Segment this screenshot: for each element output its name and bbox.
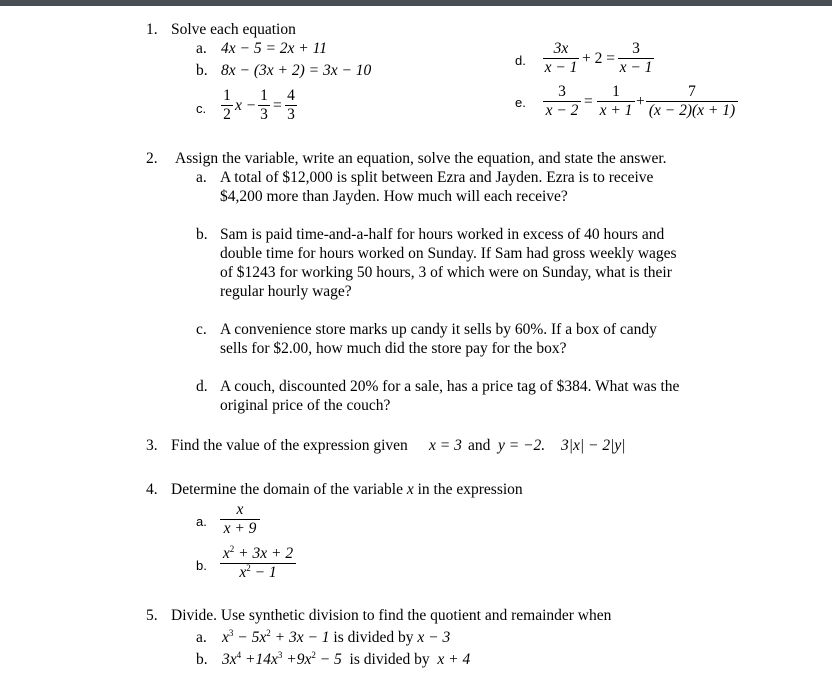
q1c-f3-numerator: 4 bbox=[287, 87, 295, 104]
q1c-fraction-2 bbox=[258, 88, 270, 123]
q1-number: 1. bbox=[146, 21, 158, 38]
q2c-line-2: sells for $2.00, how much did the store pay for the box? bbox=[220, 340, 567, 357]
q1e-f1-numerator: 3 bbox=[558, 83, 566, 100]
q2b-label: b. bbox=[196, 226, 208, 243]
q4b-numerator: $x^2 + 3x + 2$ bbox=[222, 544, 294, 562]
q1c-fraction-3 bbox=[285, 88, 297, 123]
q1c-f2-numerator: 1 bbox=[260, 87, 268, 104]
top-window-bar bbox=[0, 0, 832, 6]
q3-given-x: x = 3 bbox=[429, 437, 462, 454]
q1c-f3-denominator: 3 bbox=[287, 106, 295, 123]
q2-number: 2. bbox=[146, 150, 158, 167]
q3-prompt: Find the value of the expression given bbox=[171, 437, 408, 454]
q2a-line-2: $4,200 more than Jayden. How much will each receive? bbox=[220, 188, 568, 205]
q1d-fraction-1 bbox=[543, 41, 579, 76]
q4-number: 4. bbox=[146, 481, 158, 498]
q4b-label: b. bbox=[196, 558, 207, 573]
q1e-fraction-1 bbox=[543, 84, 581, 119]
q1c-middle: x − bbox=[235, 97, 257, 114]
q4a-fraction bbox=[220, 502, 260, 537]
q1d-f2-denominator: x − 1 bbox=[619, 59, 653, 76]
q4a-numerator: x bbox=[236, 501, 244, 518]
q1e-f2-numerator: 1 bbox=[612, 83, 620, 100]
q5b-expression: $3x^4 +14x^3 +9x^2 - 5$ is divided by x + 4 bbox=[222, 650, 471, 668]
q3-number: 3. bbox=[146, 437, 158, 454]
q4-variable: x bbox=[406, 481, 414, 498]
q1d-f2-numerator: 3 bbox=[632, 40, 640, 57]
q1e-fraction-2 bbox=[597, 84, 635, 119]
q4b-denominator: $x^2 - 1$ bbox=[239, 563, 277, 581]
q1-prompt: Solve each equation bbox=[171, 21, 296, 38]
q2b-line-4: regular hourly wage? bbox=[220, 283, 352, 300]
q1c-fraction-1 bbox=[221, 88, 233, 123]
q1c-equals: = bbox=[273, 97, 282, 114]
q1e-f3-numerator: 7 bbox=[688, 83, 696, 100]
q2b-line-2: double time for hours worked on Sunday. If Sam had gross weekly wages bbox=[220, 245, 677, 262]
q1c-label: c. bbox=[196, 101, 207, 116]
q2d-line-2: original price of the couch? bbox=[220, 397, 391, 414]
q1e-fraction-3 bbox=[646, 84, 738, 119]
q1e-plus: + bbox=[636, 93, 645, 110]
q1a-label: a. bbox=[196, 40, 207, 57]
q2d-line-1: A couch, discounted 20% for a sale, has a price tag of $384. What was the bbox=[220, 378, 680, 395]
q2d-label: d. bbox=[196, 378, 208, 395]
q1d-f1-denominator: x − 1 bbox=[544, 59, 578, 76]
q1d-fraction-2 bbox=[618, 41, 654, 76]
q3-expression: 3|x| − 2|y| bbox=[561, 437, 626, 454]
q1c-f2-denominator: 3 bbox=[260, 106, 268, 123]
q2c-label: c. bbox=[196, 321, 207, 338]
q1d-f1-numerator: 3x bbox=[553, 40, 569, 57]
q2c-line-1: A convenience store marks up candy it sells by 60%. If a box of candy bbox=[220, 321, 657, 338]
q1e-equals: = bbox=[584, 93, 593, 110]
q2a-line-1: A total of $12,000 is split between Ezra and Jayden. Ezra is to receive bbox=[220, 169, 654, 186]
q4a-label: a. bbox=[196, 514, 207, 529]
q1b-label: b. bbox=[196, 62, 208, 79]
q1d-middle: + 2 = bbox=[582, 50, 615, 67]
q3-and: and bbox=[468, 437, 491, 454]
q2-prompt: Assign the variable, write an equation, solve the equation, and state the answer. bbox=[175, 150, 667, 167]
q1c-f1-denominator: 2 bbox=[223, 106, 231, 123]
q5a-label: a. bbox=[196, 629, 207, 646]
q4b-fraction bbox=[220, 546, 296, 581]
q1e-label: e. bbox=[515, 95, 526, 110]
q1c-f1-numerator: 1 bbox=[223, 87, 231, 104]
q1e-f2-denominator: x + 1 bbox=[599, 102, 633, 119]
q1a-equation: 4x − 5 = 2x + 11 bbox=[221, 40, 327, 57]
q3-given-y: y = −2. bbox=[498, 437, 546, 454]
q4-prompt bbox=[171, 481, 523, 499]
q5-number: 5. bbox=[146, 607, 158, 624]
q2a-label: a. bbox=[196, 169, 207, 186]
q5a-expression: $x^3 - 5x^2 + 3x - 1$ is divided by x − 3 bbox=[222, 628, 451, 646]
q1e-f3-denominator: (x − 2)(x + 1) bbox=[648, 102, 736, 119]
q1b-equation: 8x − (3x + 2) = 3x − 10 bbox=[221, 62, 372, 79]
q1e-f1-denominator: x − 2 bbox=[545, 102, 579, 119]
q1d-label: d. bbox=[515, 53, 526, 68]
q5b-label: b. bbox=[196, 651, 208, 668]
q4-prompt-end: in the expression bbox=[417, 481, 523, 498]
q5-prompt: Divide. Use synthetic division to find the quotient and remainder when bbox=[171, 607, 612, 624]
q4-prompt-start: Determine the domain of the variable bbox=[171, 481, 403, 498]
q4a-denominator: x + 9 bbox=[223, 520, 257, 537]
q2b-line-1: Sam is paid time-and-a-half for hours worked in excess of 40 hours and bbox=[220, 226, 665, 243]
q2b-line-3: of $1243 for working 50 hours, 3 of which were on Sunday, what is their bbox=[220, 264, 672, 281]
